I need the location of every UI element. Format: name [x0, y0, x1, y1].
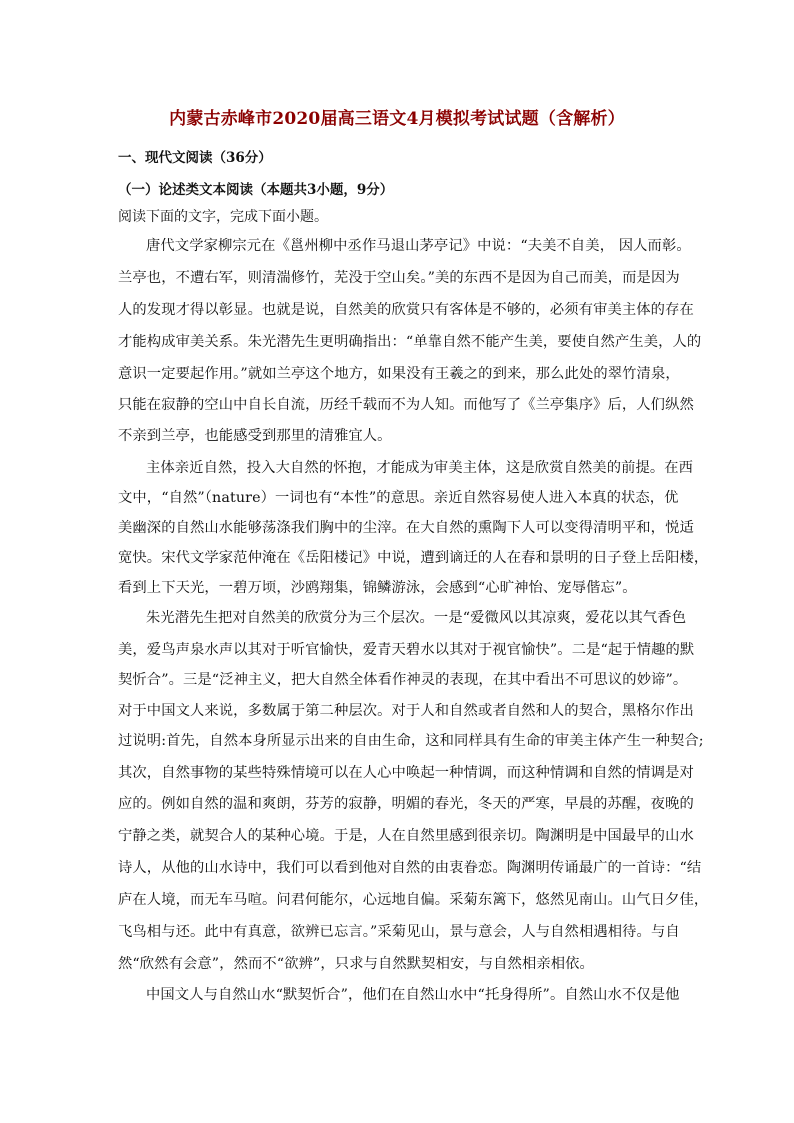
- paragraph-line: 宽快。宋代文学家范仲淹在《岳阳楼记》中说，遭到谪迁的人在春和景明的日子登上岳阳楼，: [118, 550, 709, 566]
- paragraph-line: 过说明:首先，自然本身所显示出来的自由生命，这和同样具有生命的审美主体产生一种契合;: [118, 733, 704, 749]
- paragraph-line: 飞鸟相与还。此中有真意，欲辨已忘言。”采菊见山，景与意会，人与自然相遇相待。与自: [118, 924, 680, 940]
- paragraph-line: 不亲到兰亭，也能感受到那里的清雅宜人。: [118, 428, 392, 444]
- paragraph-line: 文中，“自然”（nature）一词也有“本性”的意思。亲近自然容易使人进入本真的状态，优: [118, 490, 679, 506]
- paragraph-line: 只能在寂静的空山中自长自流，历经千载而不为人知。而他写了《兰亭集序》后，人们纵然: [118, 397, 694, 413]
- paragraph-line: 对于中国文人来说，多数属于第二种层次。对于人和自然或者自然和人的契合，黑格尔作出: [118, 703, 694, 719]
- paragraph-line: 诗人，从他的山水诗中，我们可以看到他对自然的由衷眷恋。陶渊明传诵最广的一首诗：“结: [118, 860, 702, 876]
- paragraph-line: 美幽深的自然山水能够荡涤我们胸中的尘滓。在大自然的熏陶下人可以变得清明平和，悦适: [118, 520, 694, 536]
- paragraph-line: 中国文人与自然山水“默契忻合”，他们在自然山水中“托身得所”。自然山水不仅是他: [146, 987, 680, 1003]
- paragraph-line: 宁静之类，就契合人的某种心境。于是，人在自然里感到很亲切。陶渊明是中国最早的山水: [118, 828, 694, 844]
- paragraph-line: 唐代文学家柳宗元在《邕州柳中丞作马退山茅亭记》中说：“夫美不自美， 因人而彰。: [146, 238, 691, 254]
- paragraph-line: 看到上下天光，一碧万顷，沙鸥翔集，锦鳞游泳，会感到“心旷神怡、宠辱偕忘”。: [118, 580, 637, 596]
- paragraph-line: 人的发现才得以彰显。也就是说，自然美的欣赏只有客体是不够的，必须有审美主体的存在: [118, 302, 694, 318]
- section-heading-modern-reading: 一、现代文阅读（36分）: [118, 150, 272, 166]
- paragraph-line: 庐在人境，而无车马喧。问君何能尔，心远地自偏。采菊东篱下，悠然见南山。山气日夕佳，: [118, 892, 709, 908]
- paragraph-line: 主体亲近自然，投入大自然的怀抱，才能成为审美主体，这是欣赏自然美的前提。在西: [146, 460, 694, 476]
- paragraph-line: 兰亭也，不遭右军，则清湍修竹，芜没于空山矣。”美的东西不是因为自己而美，而是因为: [118, 270, 680, 286]
- paragraph-line: 契忻合”。三是“泛神主义，把大自然全体看作神灵的表现，在其中看出不可思议的妙谛”。: [118, 672, 688, 688]
- paragraph-line: 然“欣然有会意”，然而不“欲辨”，只求与自然默契相安，与自然相亲相依。: [118, 956, 594, 972]
- paragraph-line: 美，爱鸟声泉水声以其对于听官愉快，爱青天碧水以其对于视官愉快”。二是“起于情趣的默: [118, 642, 695, 658]
- paragraph-line: 意识一定要起作用。”就如兰亭这个地方，如果没有王羲之的到来，那么此处的翠竹清泉，: [118, 366, 680, 382]
- reading-instruction: 阅读下面的文字，完成下面小题。: [118, 209, 328, 225]
- document-title: 内蒙古赤峰市2020届高三语文4月模拟考试试题（含解析）: [169, 109, 625, 129]
- paragraph-line: 其次，自然事物的某些特殊情境可以在人心中唤起一种情调，而这种情调和自然的情调是对: [118, 765, 694, 781]
- paragraph-line: 朱光潜先生把对自然美的欣赏分为三个层次。一是“爱微风以其凉爽，爱花以其气香色: [146, 610, 687, 626]
- paragraph-line: 应的。例如自然的温和爽朗，芬芳的寂静，明媚的春光，冬天的严寒，早晨的苏醒，夜晚的: [118, 796, 694, 812]
- paragraph-line: 才能构成审美关系。朱光潜先生更明确指出：“单靠自然不能产生美，要使自然产生美，人的: [118, 334, 702, 350]
- subsection-heading-argumentative-reading: （一）论述类文本阅读（本题共3小题，9分）: [118, 182, 394, 198]
